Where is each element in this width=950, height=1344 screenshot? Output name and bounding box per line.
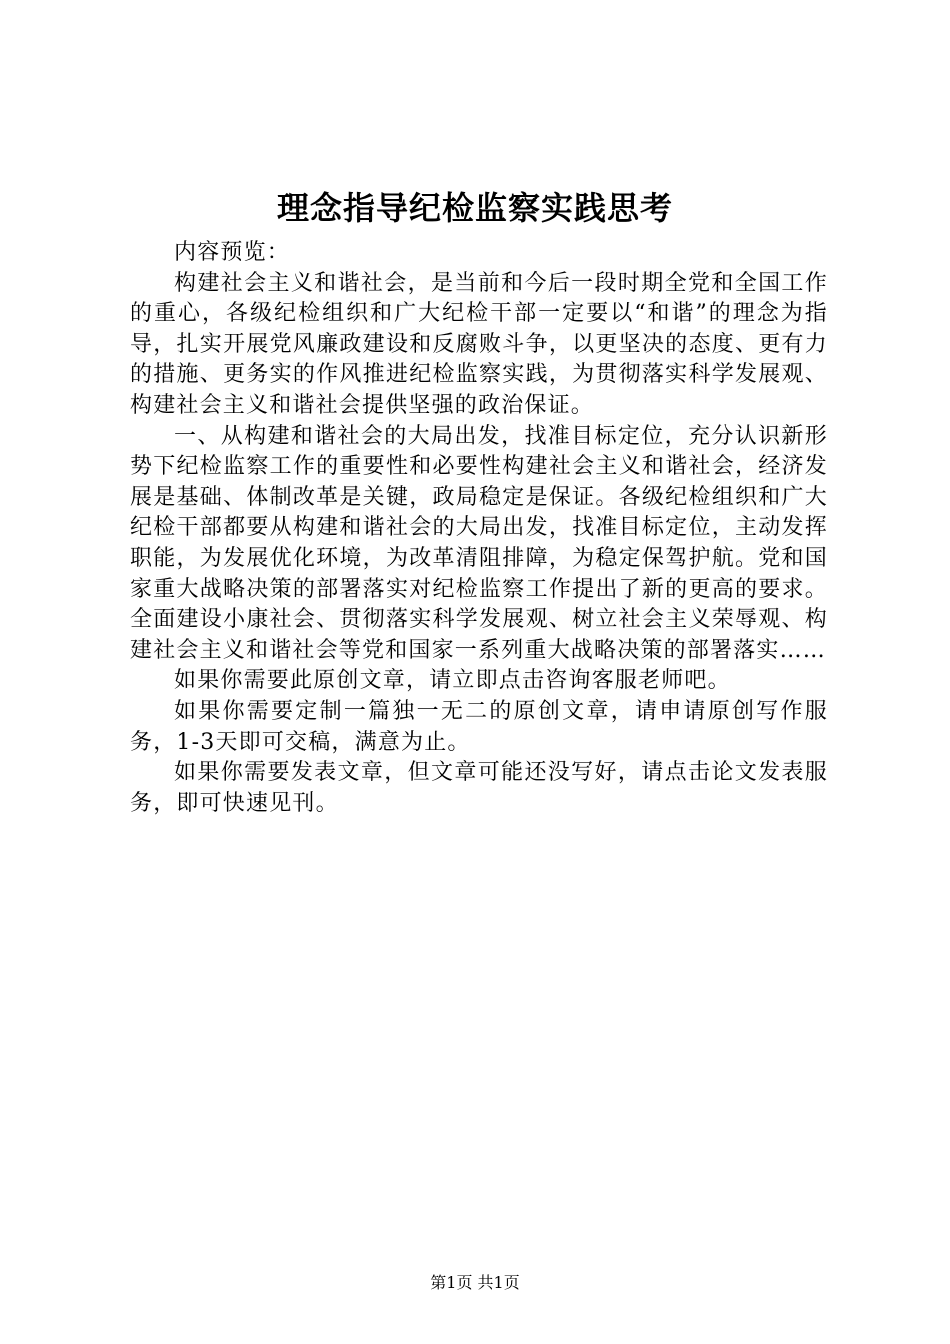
document-body [130, 238, 828, 819]
paragraph-request-article: 如果你需要此原创文章，请立即点击咨询客服老师吧。 [174, 668, 731, 694]
preview-label: 内容预览： [174, 240, 291, 265]
paragraph-intro: 构建社会主义和谐社会，是当前和今后一段时期全党和全国工作的重心，各级纪检组织和广大纪检干部一定要以“和谐”的理念为指导，扎实开展党风廉政建设和反腐败斗争，以更坚决的态度、更有力的措施、更务实的作风推进纪检监察实践，为贯彻落实科学发展观、构建社会主义和谐社会提供坚强的政治保证。 [130, 270, 828, 418]
paragraph-section-one: 一、从构建和谐社会的大局出发，找准目标定位，充分认识新形势下纪检监察工作的重要性和必要性构建社会主义和谐社会，经济发展是基础、体制改革是关键，政局稳定是保证。各级纪检组织和广大纪检干部都要从构建和谐社会的大局出发，找准目标定位，主动发挥职能，为发展优化环境，为改革清阻排障，为稳定保驾护航。党和国家重大战略决策的部署落实对纪检监察工作提出了新的更高的要求。全面建设小康社会、贯彻落实科学发展观、树立社会主义荣辱观、构建社会主义和谐社会等党和国家一系列重大战略决策的部署落实…… [130, 423, 828, 663]
paragraph-custom-writing: 如果你需要定制一篇独一无二的原创文章，请申请原创写作服务，1-3天即可交稿，满意为止。 [130, 698, 828, 755]
page-footer: 第1页 共1页 [430, 1273, 520, 1292]
paragraph-publish-service: 如果你需要发表文章，但文章可能还没写好，请点击论文发表服务，即可快速见刊。 [130, 760, 828, 816]
document-title: 理念指导纪检监察实践思考 [276, 189, 673, 227]
